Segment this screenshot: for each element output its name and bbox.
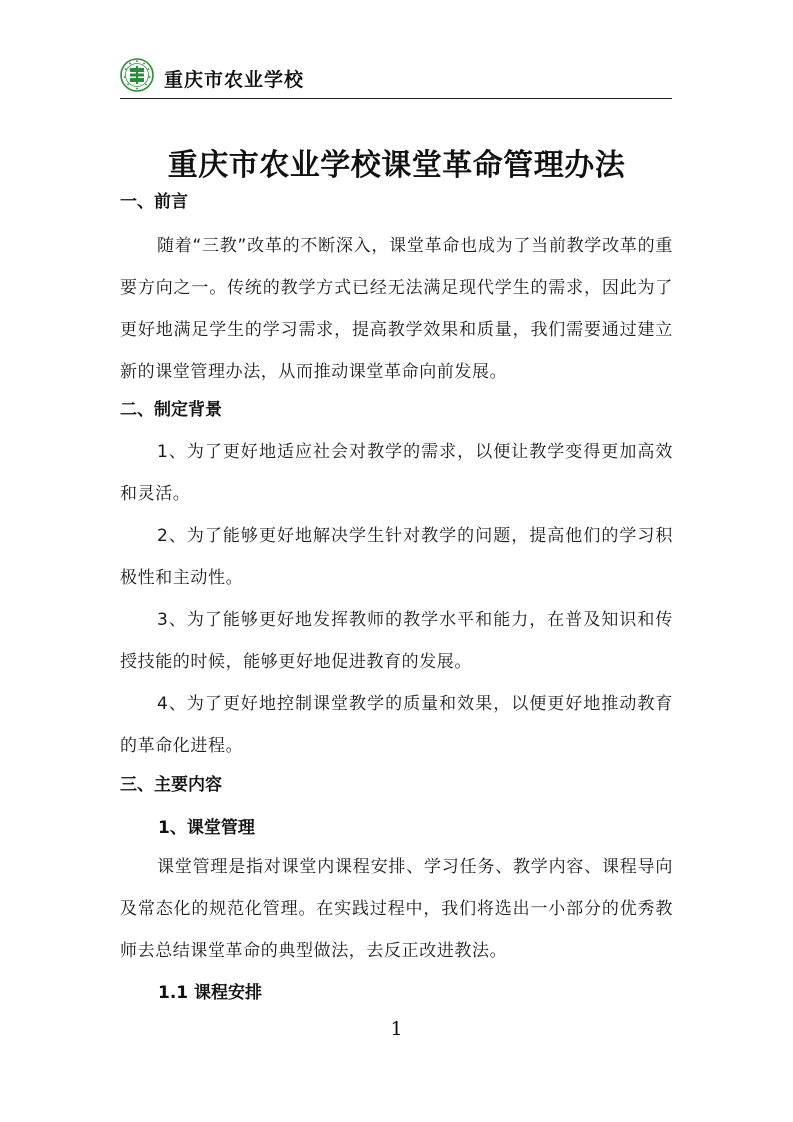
school-emblem-icon	[120, 58, 154, 92]
subsection-heading-course-arrangement: 1.1 课程安排	[158, 983, 263, 1003]
classroom-management-paragraph: 课堂管理是指对课堂内课程安排、学习任务、教学内容、课程导向及常态化的规范化管理。在实践过程中，我们将选出一小部分的优秀教师去总结课堂革命的典型做法，去反正改进教法。	[120, 857, 673, 961]
section-heading-main-content: 三、主要内容	[120, 775, 222, 795]
background-item-2: 2、为了能够更好地解决学生针对教学的问题，提高他们的学习积极性和主动性。	[120, 526, 673, 588]
section-heading-background: 二、制定背景	[120, 400, 222, 420]
background-item-1: 1、为了更好地适应社会对教学的需求，以便让教学变得更加高效和灵活。	[120, 442, 673, 504]
page-header	[120, 56, 672, 99]
background-item-4: 4、为了更好地控制课堂教学的质量和效果，以便更好地推动教育的革命化进程。	[120, 694, 673, 756]
document-title: 重庆市农业学校课堂革命管理办法	[167, 148, 626, 183]
page-number: 1	[390, 1018, 403, 1040]
subsection-heading-classroom-management: 1、课堂管理	[158, 818, 255, 838]
preface-paragraph: 随着“三教”改革的不断深入，课堂革命也成为了当前教学改革的重要方向之一。传统的教学方式已经无法满足现代学生的需求，因此为了更好地满足学生的学习需求，提高教学效果和质量，我们需要通过建立新的课堂管理办法，从而推动课堂革命向前发展。	[120, 236, 673, 382]
section-heading-preface: 一、前言	[120, 192, 188, 212]
header-school-name: 重庆市农业学校	[164, 69, 305, 91]
background-item-3: 3、为了能够更好地发挥教师的教学水平和能力，在普及知识和传授技能的时候，能够更好地促进教育的发展。	[120, 610, 673, 672]
